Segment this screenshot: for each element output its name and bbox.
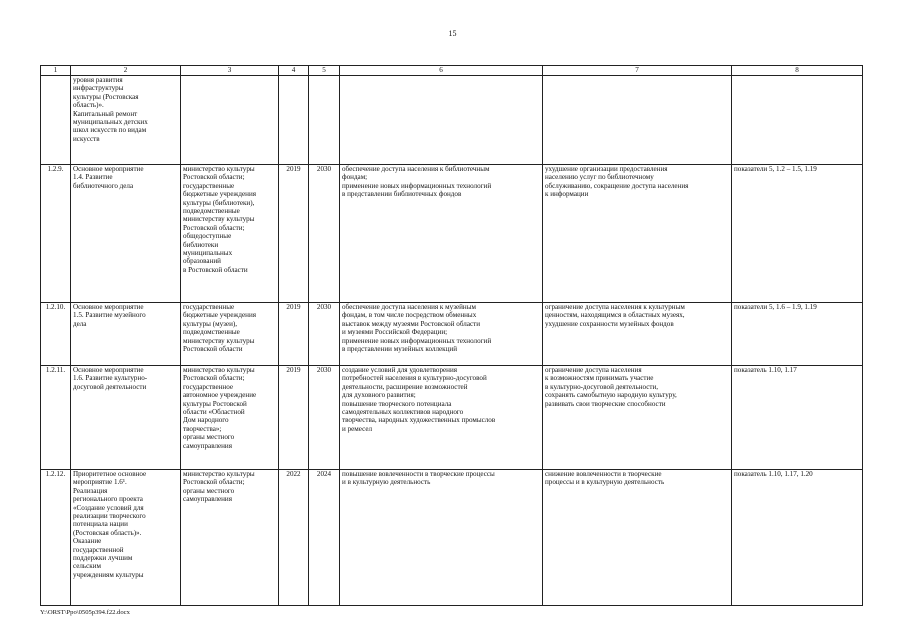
executor: министерство культуры Ростовской области; государственные бюджетные учреждения культуры (библиотеки), подведомственные министерству культуры Ростовской области; общедоступные библиотеки муниципальных образований в Ростовской области [181, 165, 279, 303]
row-number: 1.2.11. [41, 366, 71, 470]
non-implementation-consequences: ограничение доступа населения к возможностям принимать участие в культурно-досуговой деятельности, сохранять самобытную народную культуру, развивать свои творческие способности [543, 366, 732, 470]
row-number: 1.2.12. [41, 470, 71, 606]
header-cell: 1 [41, 66, 71, 76]
header-cell: 4 [279, 66, 309, 76]
measure-name: Основное мероприятие 1.4. Развитие библиотечного дела [71, 165, 181, 303]
table-row [41, 470, 863, 606]
end-year: 2030 [309, 366, 340, 470]
header-row [41, 66, 863, 76]
table-row [41, 303, 863, 366]
executor [181, 76, 279, 165]
non-implementation-consequences: снижение вовлеченности в творческие процессы и в культурную деятельность [543, 470, 732, 606]
non-implementation-consequences: ухудшение организации предоставления населению услуг по библиотечному обслуживанию, сокращение доступа населения к информации [543, 165, 732, 303]
measure-name: уровня развития инфраструктуры культуры (Ростовская область)». Капитальный ремонт муниципальных детских школ искусств по видам искусств [71, 76, 181, 165]
measures-table [40, 65, 863, 606]
expected-result: обеспечение доступа населения к музейным фондам, в том числе посредством обменных выставок между музеями Ростовской области и музеями Российской Федерации; применение новых информационных технологий в представлении музейных коллекций [340, 303, 543, 366]
executor: государственные бюджетные учреждения культуры (музеи), подведомственные министерству культуры Ростовской области [181, 303, 279, 366]
table-row [41, 76, 863, 165]
row-number: 1.2.10. [41, 303, 71, 366]
start-year [279, 76, 309, 165]
start-year: 2019 [279, 366, 309, 470]
measure-name: Основное мероприятие 1.5. Развитие музейного дела [71, 303, 181, 366]
executor: министерство культуры Ростовской области; органы местного самоуправления [181, 470, 279, 606]
expected-result: повышение вовлеченности в творческие процессы и в культурную деятельность [340, 470, 543, 606]
page-number: 15 [448, 29, 457, 38]
related-indicators: показатель 1.10, 1.17, 1.20 [732, 470, 863, 606]
expected-result: создание условий для удовлетворения потребностей населения в культурно-досуговой деятельности, расширение возможностей для духовного развития; повышение творческого потенциала самодеятельных коллективов народного творчества, народных художественных промыслов и ремесел [340, 366, 543, 470]
start-year: 2019 [279, 165, 309, 303]
related-indicators: показатели 5, 1.6 – 1.9, 1.19 [732, 303, 863, 366]
row-number: 1.2.9. [41, 165, 71, 303]
end-year: 2024 [309, 470, 340, 606]
start-year: 2022 [279, 470, 309, 606]
expected-result [340, 76, 543, 165]
related-indicators: показатель 1.10, 1.17 [732, 366, 863, 470]
row-number [41, 76, 71, 165]
file-path-footer: Y:\ORST\Ppo\0505p394.f22.docx [40, 609, 130, 616]
header-cell: 8 [732, 66, 863, 76]
end-year: 2030 [309, 165, 340, 303]
related-indicators [732, 76, 863, 165]
measure-name: Приоритетное основное мероприятие 1.6¹. Реализация регионального проекта «Создание условий для реализации творческого потенциала нации (Ростовская область)». Оказание государственной поддержки лучшим сельским учреждениям культуры [71, 470, 181, 606]
table-row [41, 366, 863, 470]
end-year: 2030 [309, 303, 340, 366]
measure-name: Основное мероприятие 1.6. Развитие культурно- досуговой деятельности [71, 366, 181, 470]
non-implementation-consequences: ограничение доступа населения к культурным ценностям, находящимся в областных музеях, ухудшение сохранности музейных фондов [543, 303, 732, 366]
related-indicators: показатели 5, 1.2 – 1.5, 1.19 [732, 165, 863, 303]
header-cell: 3 [181, 66, 279, 76]
non-implementation-consequences [543, 76, 732, 165]
header-cell: 7 [543, 66, 732, 76]
table-row [41, 165, 863, 303]
end-year [309, 76, 340, 165]
expected-result: обеспечение доступа населения к библиотечным фондам; применение новых информационных технологий в представлении библиотечных фондов [340, 165, 543, 303]
executor: министерство культуры Ростовской области; государственное автономное учреждение культуры Ростовской области «Областной Дом народного творчества»; органы местного самоуправления [181, 366, 279, 470]
header-cell: 5 [309, 66, 340, 76]
header-cell: 6 [340, 66, 543, 76]
header-cell: 2 [71, 66, 181, 76]
start-year: 2019 [279, 303, 309, 366]
